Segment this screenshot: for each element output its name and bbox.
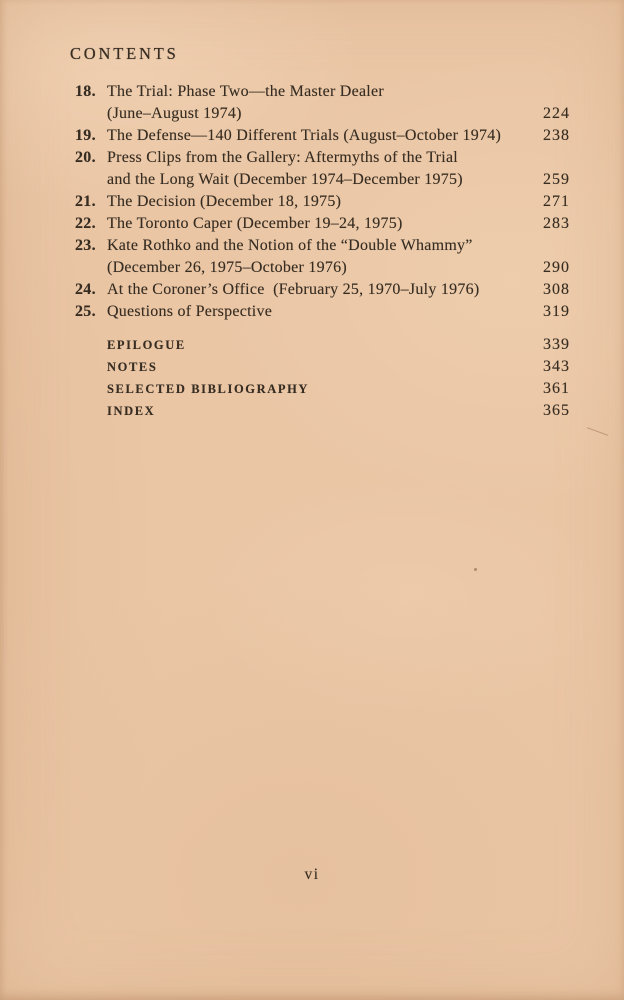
paper-speck	[474, 568, 477, 571]
toc-line	[75, 147, 570, 169]
page-number: 319	[543, 303, 570, 320]
page-number: 290	[543, 259, 570, 276]
folio-page-number: vi	[304, 866, 320, 883]
backmatter-label: NOTES	[107, 360, 158, 374]
chapter-number: 23.	[75, 237, 96, 254]
chapter-number: 20.	[75, 149, 96, 166]
backmatter-line	[75, 356, 570, 378]
page-number: 238	[543, 127, 570, 144]
page-number: 224	[543, 105, 570, 122]
chapter-title: At the Coroner’s Office (February 25, 1970–July 1976)	[107, 281, 480, 298]
toc-list	[75, 81, 570, 323]
page-number: 361	[543, 380, 570, 397]
page-number: 308	[543, 281, 570, 298]
chapter-title: The Decision (December 18, 1975)	[107, 193, 342, 210]
backmatter-label: SELECTED BIBLIOGRAPHY	[107, 382, 310, 396]
toc-line	[75, 191, 570, 213]
backmatter-label: INDEX	[107, 404, 156, 418]
backmatter-label: EPILOGUE	[107, 338, 186, 352]
toc-line	[75, 301, 570, 323]
toc-line	[75, 103, 570, 125]
chapter-number: 22.	[75, 215, 96, 232]
chapter-number: 21.	[75, 193, 96, 210]
chapter-title: Press Clips from the Gallery: Aftermyths of the Trial	[107, 149, 458, 166]
chapter-title: The Trial: Phase Two—the Master Dealer	[107, 83, 384, 100]
toc-line	[75, 279, 570, 301]
chapter-title: The Defense—140 Different Trials (August–October 1974)	[107, 127, 502, 144]
chapter-number: 24.	[75, 281, 96, 298]
chapter-title: Questions of Perspective	[107, 303, 273, 320]
page-number: 343	[543, 358, 570, 375]
page-number: 283	[543, 215, 570, 232]
chapter-title: (June–August 1974)	[107, 105, 242, 122]
toc-line	[75, 81, 570, 103]
backmatter-list	[75, 334, 570, 422]
toc-line	[75, 257, 570, 279]
chapter-title: (December 26, 1975–October 1976)	[107, 259, 347, 276]
page-number: 339	[543, 336, 570, 353]
chapter-number: 19.	[75, 127, 96, 144]
chapter-title: and the Long Wait (December 1974–December 1975)	[107, 171, 463, 188]
page-number: 259	[543, 171, 570, 188]
toc-line	[75, 213, 570, 235]
chapter-number: 25.	[75, 303, 96, 320]
backmatter-line	[75, 400, 570, 422]
chapter-title: Kate Rothko and the Notion of the “Double Whammy”	[107, 237, 473, 254]
chapter-number: 18.	[75, 83, 96, 100]
toc-line	[75, 235, 570, 257]
backmatter-line	[75, 334, 570, 356]
scratch-mark	[587, 427, 609, 436]
toc-line	[75, 169, 570, 191]
page-number: 365	[543, 402, 570, 419]
backmatter-line	[75, 378, 570, 400]
toc-line	[75, 125, 570, 147]
page-number: 271	[543, 193, 570, 210]
chapter-title: The Toronto Caper (December 19–24, 1975)	[107, 215, 403, 232]
page-title: CONTENTS	[70, 44, 179, 63]
